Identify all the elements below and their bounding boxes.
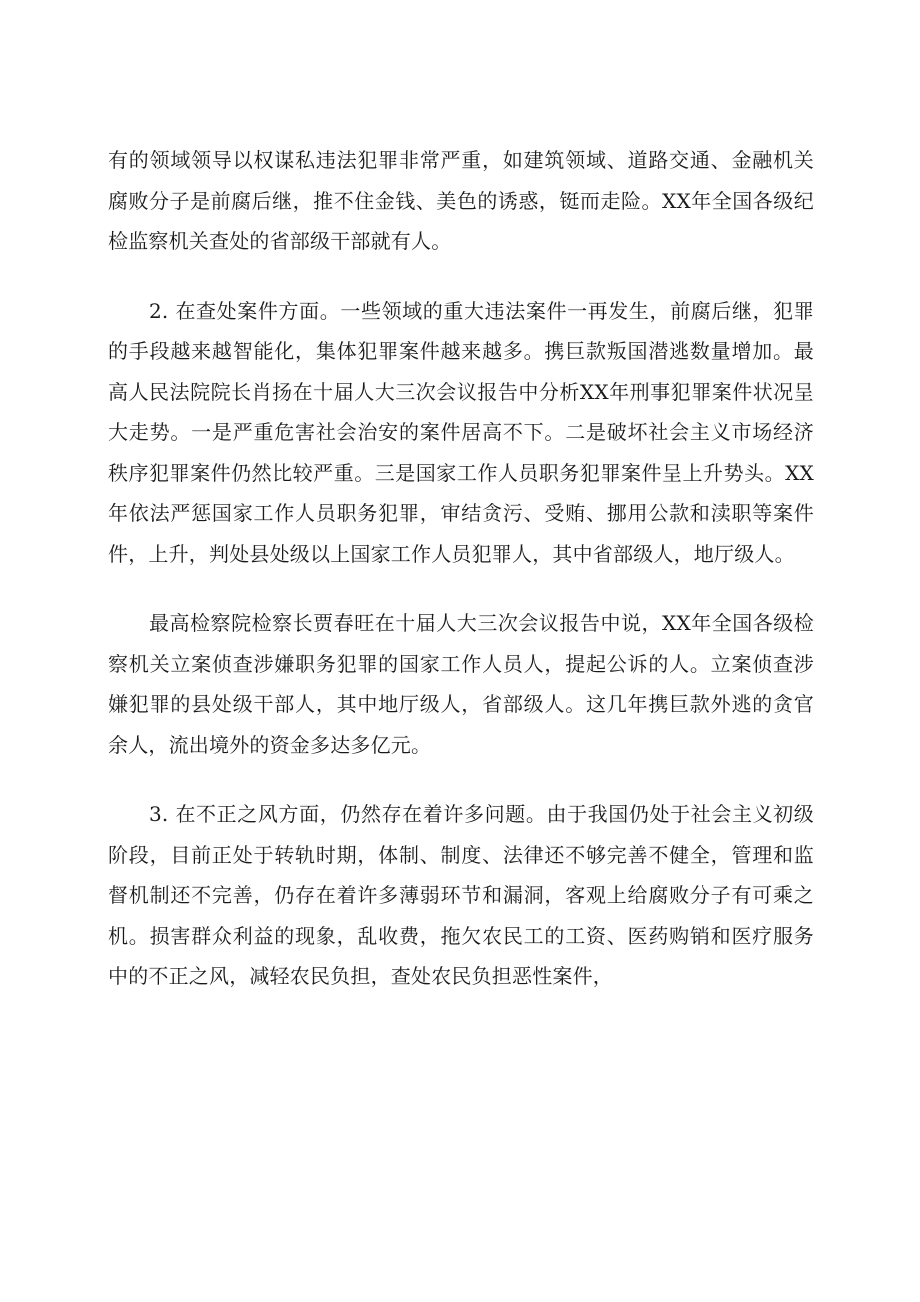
paragraph-spacer (108, 765, 814, 794)
document-body (108, 140, 814, 997)
paragraph-spacer (108, 574, 814, 603)
paragraph-2: 2. 在查处案件方面。一些领域的重大违法案件一再发生，前腐后继，犯罪的手段越来越智能化，集体犯罪案件越来越多。携巨款叛国潜逃数量增加。最高人民法院院长肖扬在十届人大三次会议报告中分析XX年刑事犯罪案件状况呈大走势。一是严重危害社会治安的案件居高不下。二是破坏社会主义市场经济秩序犯罪案件仍然比较严重。三是国家工作人员职务犯罪案件呈上升势头。XX年依法严惩国家工作人员职务犯罪，审结贪污、受贿、挪用公款和渎职等案件件，上升，判处县处级以上国家工作人员犯罪人，其中省部级人，地厅级人。 (108, 298, 814, 566)
paragraph-spacer (108, 262, 814, 291)
paragraph-1: 有的领域领导以权谋私违法犯罪非常严重，如建筑领域、道路交通、金融机关腐败分子是前腐后继，推不住金钱、美色的诱惑，铤而走险。XX年全国各级纪检监察机关查处的省部级干部就有人。 (108, 148, 814, 253)
paragraph-3: 最高检察院检察长贾春旺在十届人大三次会议报告中说，XX年全国各级检察机关立案侦查涉嫌职务犯罪的国家工作人员人，提起公诉的人。立案侦查涉嫌犯罪的县处级干部人，其中地厅级人，省部级人。这几年携巨款外逃的贪官余人，流出境外的资金多达多亿元。 (108, 611, 814, 757)
paragraph-4: 3. 在不正之风方面，仍然存在着许多问题。由于我国仍处于社会主义初级阶段，目前正处于转轨时期，体制、制度、法律还不够完善不健全，管理和监督机制还不完善，仍存在着许多薄弱环节和漏洞，客观上给腐败分子有可乘之机。损害群众利益的现象，乱收费，拖欠农民工的工资、医药购销和医疗服务中的不正之风，减轻农民负担，查处农民负担恶性案件， (108, 802, 814, 988)
